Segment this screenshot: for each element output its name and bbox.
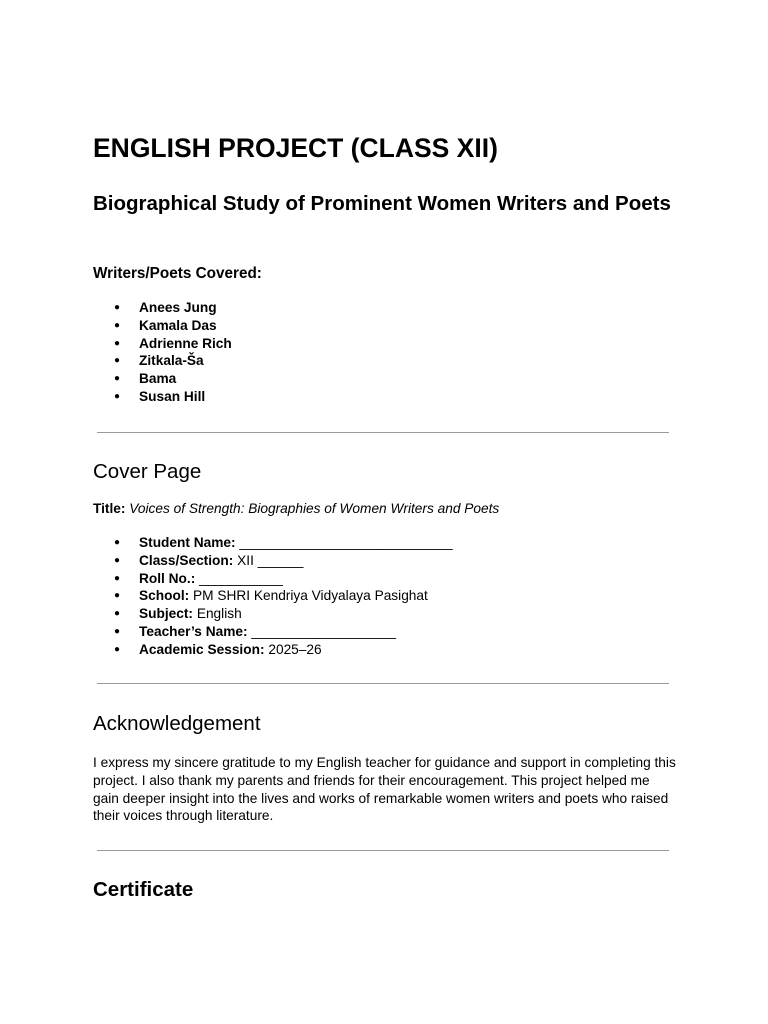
field-label: Roll No.:	[139, 570, 196, 586]
field-label: School:	[139, 588, 190, 604]
field-label: Academic Session:	[139, 641, 265, 657]
list-item: ● Susan Hill	[93, 388, 232, 406]
list-item: ● Kamala Das	[93, 317, 232, 335]
writers-heading: Writers/Poets Covered:	[93, 265, 262, 282]
acknowledgement-heading: Acknowledgement	[93, 712, 261, 735]
list-item	[93, 534, 453, 552]
document-title: ENGLISH PROJECT (CLASS XII)	[93, 133, 498, 163]
field-value: ____________________________	[239, 535, 453, 550]
cover-title-value: Voices of Strength: Biographies of Women Writers and Poets	[129, 501, 500, 516]
field-value: 2025–26	[268, 641, 322, 657]
document-subtitle: Biographical Study of Prominent Women Writers and Poets	[93, 192, 671, 215]
acknowledgement-text: I express my sincere gratitude to my English teacher for guidance and support in completing this project. I also thank my parents and friends for their encouragement. This project helped me gain deeper insight into the lives and works of remarkable women writers and poets who raised their voices through literature.	[93, 755, 676, 824]
list-item: ● Bama	[93, 370, 232, 388]
list-item: ● Zitkala-Ša	[93, 352, 232, 370]
field-label: Class/Section:	[139, 552, 234, 568]
cover-title-label: Title:	[93, 501, 126, 516]
list-item	[93, 623, 453, 641]
list-item: ● Anees Jung	[93, 299, 232, 317]
field-value: English	[196, 606, 242, 622]
list-item	[93, 570, 453, 588]
field-value: ___________________	[251, 623, 396, 639]
certificate-heading: Certificate	[93, 878, 194, 901]
field-label: Student Name:	[139, 535, 236, 550]
list-item	[93, 605, 453, 623]
field-label: Subject:	[139, 606, 193, 622]
writers-list	[93, 299, 232, 406]
divider	[97, 432, 669, 433]
divider	[97, 683, 669, 684]
cover-fields-list	[93, 534, 453, 659]
field-value: PM SHRI Kendriya Vidyalaya Pasighat	[193, 588, 428, 604]
list-item: ● Adrienne Rich	[93, 335, 232, 353]
list-item	[93, 587, 453, 605]
list-item	[93, 641, 453, 659]
field-label: Teacher’s Name:	[139, 623, 248, 639]
list-item	[93, 552, 453, 570]
field-value: XII ______	[237, 552, 304, 568]
field-value: ___________	[199, 570, 283, 586]
divider	[97, 850, 669, 851]
cover-page-heading: Cover Page	[93, 460, 202, 483]
cover-title-line	[93, 501, 499, 516]
